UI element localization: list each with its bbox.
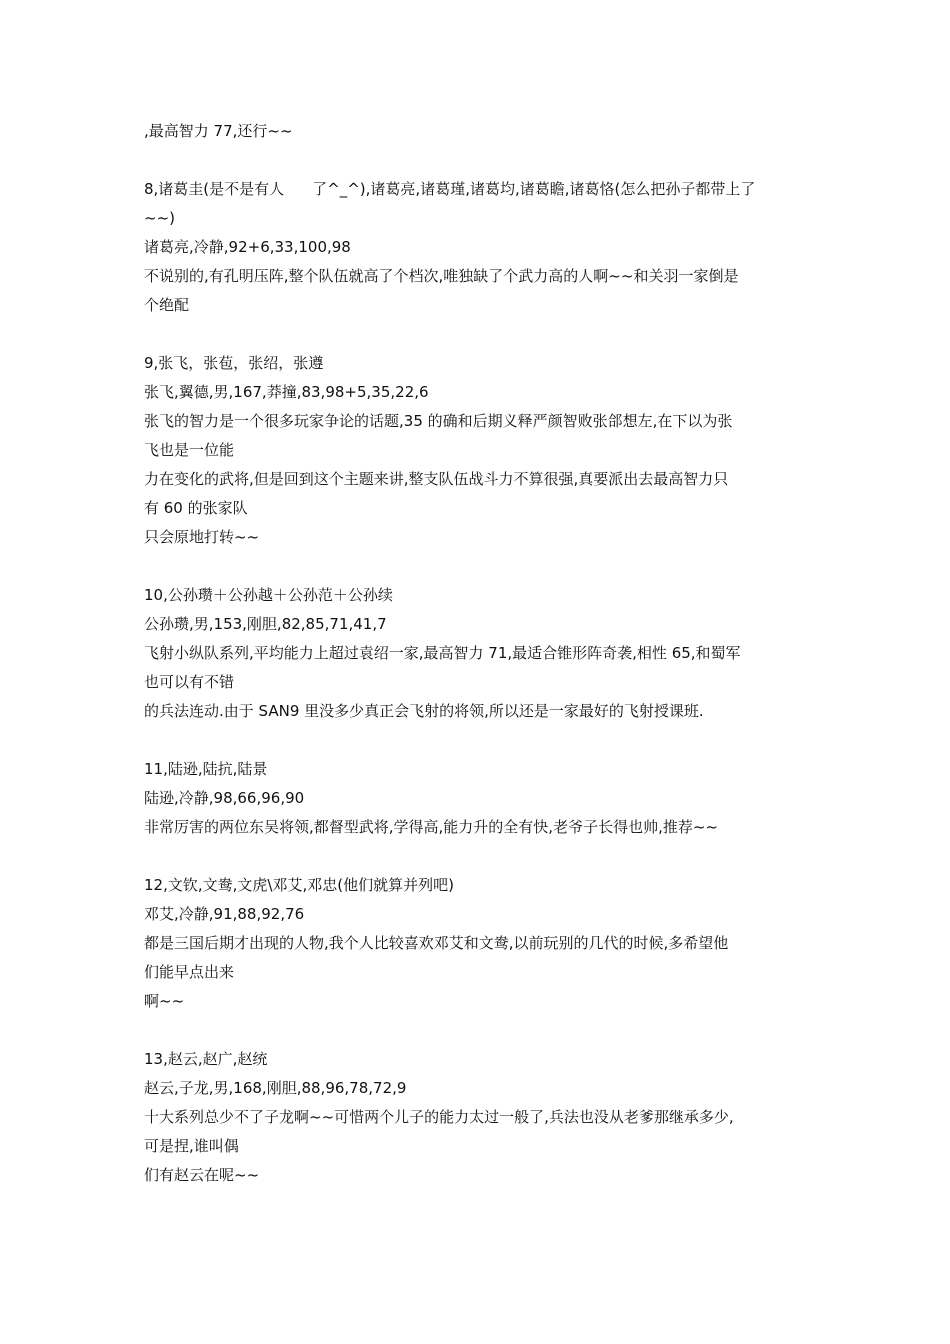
entry-9-desc: 张飞的智力是一个很多玩家争论的话题,35 的确和后期义释严颜智败张郃想左,在下以为张 bbox=[144, 412, 733, 430]
entry-10-stats: 公孙瓒,男,153,刚胆,82,85,71,41,7 bbox=[144, 615, 387, 633]
entry-9-title: 9,张飞，张苞，张绍，张遵 bbox=[144, 354, 324, 372]
entry-9-desc: 力在变化的武将,但是回到这个主题来讲,整支队伍战斗力不算很强,真要派出去最高智力只 bbox=[144, 470, 729, 488]
intro-paragraph bbox=[144, 117, 812, 146]
entry-8-title-part2: 了^_^),诸葛亮,诸葛瑾,诸葛均,诸葛瞻,诸葛恪(怎么把孙子都带上了 bbox=[312, 180, 756, 198]
entry-13 bbox=[144, 1045, 812, 1190]
entry-10-desc: 飞射小纵队系列,平均能力上超过袁绍一家,最高智力 71,最适合锥形阵奇袭,相性 65,和蜀军 bbox=[144, 644, 741, 662]
entry-10-title: 10,公孙瓒＋公孙越＋公孙范＋公孙续 bbox=[144, 586, 393, 604]
entry-8-title bbox=[144, 175, 812, 204]
entry-13-desc: 十大系列总少不了子龙啊~~可惜两个儿子的能力太过一般了,兵法也没从老爹那继承多少, bbox=[144, 1108, 734, 1126]
entry-10-desc: 的兵法连动.由于 SAN9 里没多少真正会飞射的将领,所以还是一家最好的飞射授课班. bbox=[144, 702, 704, 720]
entry-12-desc: 都是三国后期才出现的人物,我个人比较喜欢邓艾和文鸯,以前玩别的几代的时候,多希望他 bbox=[144, 934, 729, 952]
entry-11-stats: 陆逊,冷静,98,66,96,90 bbox=[144, 789, 305, 807]
entry-12 bbox=[144, 871, 812, 1016]
entry-13-desc: 可是捏,谁叫偶 bbox=[144, 1137, 239, 1155]
entry-8-stats: 诸葛亮,冷静,92+6,33,100,98 bbox=[144, 238, 351, 256]
entry-10 bbox=[144, 581, 812, 726]
entry-9 bbox=[144, 349, 812, 552]
entry-13-stats: 赵云,子龙,男,168,刚胆,88,96,78,72,9 bbox=[144, 1079, 407, 1097]
entry-13-title: 13,赵云,赵广,赵统 bbox=[144, 1050, 268, 1068]
entry-12-desc: 们能早点出来 bbox=[144, 963, 235, 981]
entry-8 bbox=[144, 175, 812, 320]
entry-9-stats: 张飞,翼德,男,167,莽撞,83,98+5,35,22,6 bbox=[144, 383, 429, 401]
entry-8-desc: 不说别的,有孔明压阵,整个队伍就高了个档次,唯独缺了个武力高的人啊~~和关羽一家倒是 bbox=[144, 267, 739, 285]
entry-11-title: 11,陆逊,陆抗,陆景 bbox=[144, 760, 268, 778]
entry-9-desc: 有 60 的张家队 bbox=[144, 499, 248, 517]
entry-9-desc: 只会原地打转~~ bbox=[144, 528, 260, 546]
entry-12-desc: 啊~~ bbox=[144, 992, 185, 1010]
entry-12-stats: 邓艾,冷静,91,88,92,76 bbox=[144, 905, 305, 923]
document-body bbox=[144, 117, 812, 1219]
intro-line: ,最高智力 77,还行~~ bbox=[144, 122, 293, 140]
entry-8-desc: 个绝配 bbox=[144, 296, 190, 314]
entry-11-desc: 非常厉害的两位东吴将领,都督型武将,学得高,能力升的全有快,老爷子长得也帅,推荐~~ bbox=[144, 818, 718, 836]
entry-13-desc: 们有赵云在呢~~ bbox=[144, 1166, 260, 1184]
entry-11 bbox=[144, 755, 812, 842]
entry-12-title: 12,文钦,文鸯,文虎\邓艾,邓忠(他们就算并列吧) bbox=[144, 876, 454, 894]
entry-8-title-part1: 8,诸葛圭(是不是有人 bbox=[144, 180, 285, 198]
entry-9-desc: 飞也是一位能 bbox=[144, 441, 235, 459]
entry-10-desc: 也可以有不错 bbox=[144, 673, 235, 691]
entry-8-title-cont: ~~) bbox=[144, 209, 175, 227]
